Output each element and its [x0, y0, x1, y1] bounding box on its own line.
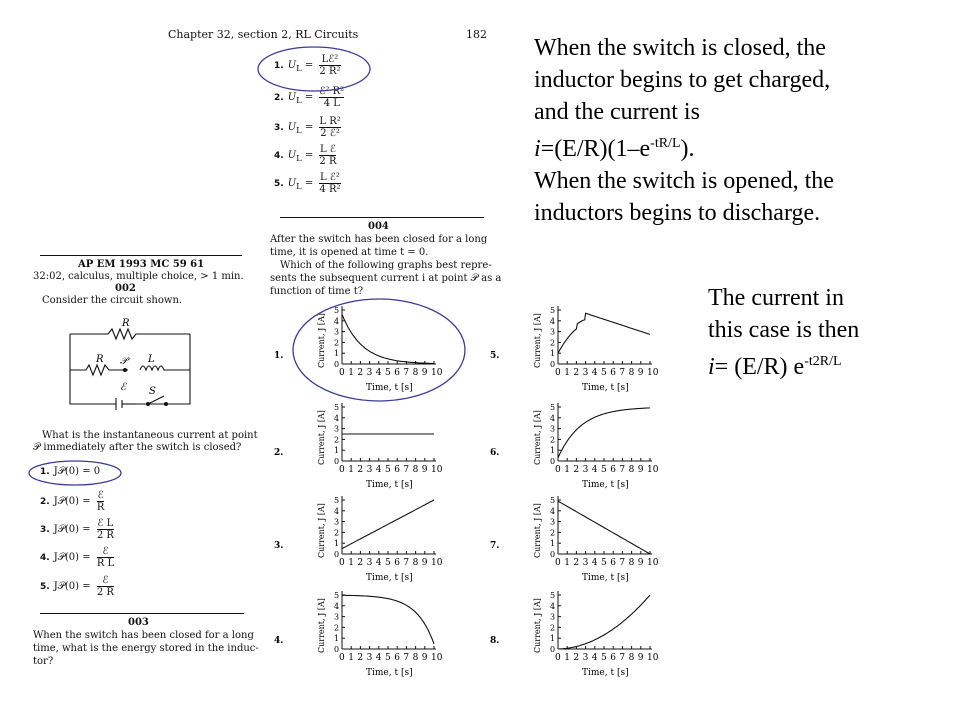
label-r-mid: R [96, 354, 104, 365]
x-tick-label: 8 [412, 558, 419, 568]
x-tick-label: 5 [385, 558, 391, 568]
y-tick-label: 1 [550, 446, 556, 456]
q004-number: 004 [368, 221, 389, 232]
current-curve [342, 500, 434, 549]
y-tick-label: 2 [334, 528, 340, 538]
note-line: inductors begins to discharge. [534, 200, 821, 226]
divider [40, 255, 242, 256]
q001-answer-highlight-circle [255, 44, 373, 94]
x-tick-label: 1 [348, 368, 354, 378]
y-tick-label: 3 [334, 612, 340, 622]
note-line: inductor begins to get charged, [534, 67, 831, 93]
x-tick-label: 8 [628, 653, 635, 663]
current-equation-discharging: i= (E/R) $e^{-t2R/L}$ [708, 354, 842, 380]
x-tick-label: 3 [366, 368, 373, 378]
q002-source: AP EM 1993 MC 59 61 [78, 259, 205, 270]
x-tick-label: 5 [385, 465, 391, 475]
x-tick-label: 1 [348, 653, 354, 663]
q002-answer: 3. J𝒫(0) = ℰ L 2 R [40, 518, 114, 541]
label-r-top: R [122, 318, 130, 329]
x-tick-label: 5 [385, 653, 391, 663]
y-tick-label: 3 [550, 517, 556, 527]
y-axis-label: Current, J [A] [533, 410, 542, 465]
x-tick-label: 4 [591, 558, 598, 568]
graph-option-label: 2. [274, 448, 284, 458]
graph-option-3 [274, 490, 454, 590]
rl-circuit-diagram [60, 314, 200, 418]
x-tick-label: 5 [601, 653, 607, 663]
x-axis-label: Time, t [s] [582, 383, 629, 393]
graph-option-2 [274, 397, 454, 497]
y-tick-label: 4 [550, 601, 556, 611]
y-tick-label: 0 [550, 457, 556, 466]
y-tick-label: 1 [550, 349, 556, 359]
graph-option-label: 4. [274, 636, 284, 646]
x-tick-label: 5 [601, 465, 607, 475]
y-tick-label: 3 [334, 424, 340, 434]
q002-number: 002 [115, 283, 136, 294]
x-tick-label: 1 [564, 465, 570, 475]
x-tick-label: 0 [555, 368, 561, 378]
x-tick-label: 2 [573, 465, 580, 475]
x-tick-label: 1 [348, 465, 354, 475]
y-tick-label: 0 [550, 360, 556, 369]
x-axis-label: Time, t [s] [366, 383, 413, 393]
y-tick-label: 1 [550, 634, 556, 644]
x-tick-label: 3 [366, 653, 373, 663]
chapter-header: Chapter 32, section 2, RL Circuits [168, 28, 359, 41]
x-tick-label: 7 [619, 465, 626, 475]
x-tick-label: 4 [375, 465, 382, 475]
q002-question-line: What is the instantaneous current at point [42, 430, 258, 441]
q002-answer-highlight-circle [26, 458, 124, 488]
q003-text-line: When the switch has been closed for a long [33, 630, 254, 641]
x-tick-label: 1 [564, 368, 570, 378]
y-tick-label: 5 [550, 306, 556, 315]
x-tick-label: 6 [610, 653, 616, 663]
y-tick-label: 1 [550, 539, 556, 549]
q001-answer: 4. $U_L$ = L ℰ 2 R [274, 144, 337, 167]
y-tick-label: 0 [550, 550, 556, 559]
x-tick-label: 9 [637, 465, 644, 475]
x-tick-label: 3 [366, 465, 373, 475]
graph-option-7 [490, 490, 670, 590]
x-tick-label: 10 [431, 558, 443, 568]
x-tick-label: 0 [339, 558, 345, 568]
x-axis-label: Time, t [s] [366, 480, 413, 490]
y-tick-label: 1 [334, 446, 340, 456]
y-axis-label: Current, J [A] [317, 313, 326, 368]
x-tick-label: 2 [357, 465, 364, 475]
note-line: When the switch is closed, the [534, 35, 826, 61]
x-tick-label: 9 [421, 558, 428, 568]
y-tick-label: 1 [334, 539, 340, 549]
x-tick-label: 4 [591, 653, 598, 663]
x-tick-label: 3 [582, 368, 589, 378]
y-tick-label: 4 [334, 413, 340, 423]
x-tick-label: 6 [610, 368, 616, 378]
q002-answer: 2. J𝒫(0) = ℰ R [40, 490, 105, 513]
graph-option-5 [490, 300, 670, 400]
q002-question-line: 𝒫 immediately after the switch is closed? [33, 442, 242, 453]
x-tick-label: 3 [582, 465, 589, 475]
x-tick-label: 6 [610, 465, 616, 475]
x-tick-label: 6 [394, 653, 400, 663]
x-tick-label: 4 [591, 368, 598, 378]
x-tick-label: 2 [573, 368, 580, 378]
x-tick-label: 7 [403, 653, 410, 663]
x-tick-label: 7 [619, 368, 626, 378]
x-tick-label: 10 [431, 465, 443, 475]
graph1-highlight-circle [290, 296, 468, 404]
y-tick-label: 0 [334, 457, 340, 466]
q001-answer: 5. $U_L$ = L ℰ² 4 R² [274, 172, 341, 195]
x-tick-label: 6 [610, 558, 616, 568]
page-number: 182 [466, 28, 487, 41]
y-tick-label: 4 [334, 601, 340, 611]
explanation-closing [534, 32, 954, 229]
graph-option-label: 3. [274, 541, 284, 551]
q002-answer: 5. J𝒫(0) = ℰ 2 R [40, 575, 114, 598]
q003-text-line: time, what is the energy stored in the induc- [33, 643, 259, 654]
x-tick-label: 0 [555, 653, 561, 663]
x-tick-label: 10 [647, 465, 659, 475]
y-tick-label: 2 [334, 338, 340, 348]
q004-text-line: sents the subsequent current i at point 𝒫 as a [270, 273, 502, 284]
y-tick-label: 2 [550, 435, 556, 445]
label-l: L [148, 354, 155, 365]
current-equation-charging: $i=(E/R)(1-e^{-tR/L})$. [534, 136, 695, 162]
x-tick-label: 6 [394, 368, 400, 378]
y-tick-label: 5 [334, 591, 340, 600]
q002-answer: 1. J𝒫(0) = 0 [40, 466, 101, 477]
q002-meta: 32:02, calculus, multiple choice, > 1 min. [33, 271, 244, 282]
graph-option-label: 1. [274, 351, 284, 361]
x-tick-label: 3 [366, 558, 373, 568]
x-tick-label: 8 [412, 368, 419, 378]
y-tick-label: 3 [334, 517, 340, 527]
q003-text-line: tor? [33, 656, 54, 667]
divider [40, 613, 244, 614]
q004-text-line: Which of the following graphs best repre- [280, 260, 492, 271]
y-axis-label: Current, J [A] [533, 313, 542, 368]
x-tick-label: 7 [619, 558, 626, 568]
x-tick-label: 8 [412, 465, 419, 475]
x-tick-label: 9 [421, 653, 428, 663]
y-tick-label: 5 [550, 591, 556, 600]
x-tick-label: 9 [637, 558, 644, 568]
y-tick-label: 4 [334, 316, 340, 326]
x-tick-label: 3 [582, 558, 589, 568]
q001-answer: 2. $U_L$ = ℰ² R² 4 L [274, 86, 345, 109]
y-tick-label: 1 [334, 349, 340, 359]
y-tick-label: 2 [550, 528, 556, 538]
y-axis-label: Current, J [A] [533, 598, 542, 653]
x-tick-label: 2 [573, 653, 580, 663]
x-axis-label: Time, t [s] [582, 480, 629, 490]
x-tick-label: 10 [431, 368, 443, 378]
q004-text-line: function of time t? [270, 286, 364, 297]
y-axis-label: Current, J [A] [317, 598, 326, 653]
x-tick-label: 10 [647, 558, 659, 568]
y-axis-label: Current, J [A] [533, 503, 542, 558]
x-tick-label: 10 [647, 653, 659, 663]
x-tick-label: 8 [628, 368, 635, 378]
x-tick-label: 0 [339, 653, 345, 663]
x-tick-label: 0 [555, 465, 561, 475]
x-tick-label: 8 [412, 653, 419, 663]
y-tick-label: 4 [550, 506, 556, 516]
y-tick-label: 5 [334, 496, 340, 505]
label-emf: ℰ [120, 382, 127, 393]
current-curve [558, 313, 650, 353]
label-p: 𝒫 [120, 356, 128, 367]
x-axis-label: Time, t [s] [582, 668, 629, 678]
x-tick-label: 9 [421, 465, 428, 475]
note-line: and the current is [534, 99, 700, 125]
y-tick-label: 2 [550, 338, 556, 348]
explanation-discharge [708, 282, 954, 383]
y-tick-label: 5 [550, 496, 556, 505]
graph-option-8 [490, 585, 670, 685]
current-curve [558, 595, 650, 649]
x-tick-label: 9 [637, 653, 644, 663]
x-tick-label: 7 [403, 368, 410, 378]
y-tick-label: 5 [550, 403, 556, 412]
x-tick-label: 5 [601, 368, 607, 378]
y-tick-label: 3 [550, 424, 556, 434]
x-tick-label: 0 [339, 465, 345, 475]
y-axis-label: Current, J [A] [317, 410, 326, 465]
y-tick-label: 4 [334, 506, 340, 516]
x-tick-label: 8 [628, 465, 635, 475]
graph-option-label: 7. [490, 541, 500, 551]
x-axis-label: Time, t [s] [366, 668, 413, 678]
x-tick-label: 6 [394, 465, 400, 475]
x-tick-label: 4 [591, 465, 598, 475]
x-tick-label: 7 [619, 653, 626, 663]
x-tick-label: 5 [385, 368, 391, 378]
x-tick-label: 4 [375, 653, 382, 663]
graph-option-label: 8. [490, 636, 500, 646]
current-curve [558, 501, 650, 554]
y-tick-label: 3 [550, 327, 556, 337]
q001-answer: 1. $U_L$ = Lℰ² 2 R² [274, 54, 341, 77]
x-tick-label: 4 [375, 558, 382, 568]
x-tick-label: 7 [403, 558, 410, 568]
x-tick-label: 9 [421, 368, 428, 378]
y-tick-label: 2 [334, 435, 340, 445]
y-tick-label: 5 [334, 306, 340, 315]
x-tick-label: 0 [339, 368, 345, 378]
x-tick-label: 10 [431, 653, 443, 663]
note-line: When the switch is opened, the [534, 168, 834, 194]
x-axis-label: Time, t [s] [582, 573, 629, 583]
q001-answer: 3. $U_L$ = L R² 2 ℰ² [274, 116, 341, 139]
q002-answer: 4. J𝒫(0) = ℰ R L [40, 546, 115, 569]
x-tick-label: 9 [637, 368, 644, 378]
x-axis-label: Time, t [s] [366, 573, 413, 583]
x-tick-label: 6 [394, 558, 400, 568]
divider [280, 217, 484, 218]
graph-option-label: 6. [490, 448, 500, 458]
x-tick-label: 1 [348, 558, 354, 568]
note-line: this case is then [708, 317, 860, 343]
x-tick-label: 2 [357, 653, 364, 663]
x-tick-label: 1 [564, 653, 570, 663]
current-curve [558, 408, 650, 458]
x-tick-label: 5 [601, 558, 607, 568]
graph-option-label: 5. [490, 351, 500, 361]
x-tick-label: 7 [403, 465, 410, 475]
x-tick-label: 0 [555, 558, 561, 568]
label-s: S [149, 386, 156, 397]
x-tick-label: 2 [573, 558, 580, 568]
x-tick-label: 8 [628, 558, 635, 568]
q004-text-line: After the switch has been closed for a long [270, 234, 488, 245]
current-curve [342, 595, 434, 644]
y-tick-label: 2 [550, 623, 556, 633]
x-tick-label: 2 [357, 368, 364, 378]
y-tick-label: 4 [550, 413, 556, 423]
y-tick-label: 5 [334, 403, 340, 412]
y-tick-label: 3 [334, 327, 340, 337]
x-tick-label: 2 [357, 558, 364, 568]
x-tick-label: 3 [582, 653, 589, 663]
q002-prompt: Consider the circuit shown. [42, 295, 183, 306]
y-tick-label: 3 [550, 612, 556, 622]
y-axis-label: Current, J [A] [317, 503, 326, 558]
y-tick-label: 0 [334, 645, 340, 654]
graph-option-6 [490, 397, 670, 497]
y-tick-label: 0 [550, 645, 556, 654]
y-tick-label: 0 [334, 360, 340, 369]
graph-option-4 [274, 585, 454, 685]
y-tick-label: 1 [334, 634, 340, 644]
q004-text-line: time, it is opened at time t = 0. [270, 247, 429, 258]
note-line: The current in [708, 285, 844, 311]
y-tick-label: 0 [334, 550, 340, 559]
x-tick-label: 1 [564, 558, 570, 568]
q003-number: 003 [128, 617, 149, 628]
x-tick-label: 4 [375, 368, 382, 378]
y-tick-label: 4 [550, 316, 556, 326]
y-tick-label: 2 [334, 623, 340, 633]
x-tick-label: 10 [647, 368, 659, 378]
